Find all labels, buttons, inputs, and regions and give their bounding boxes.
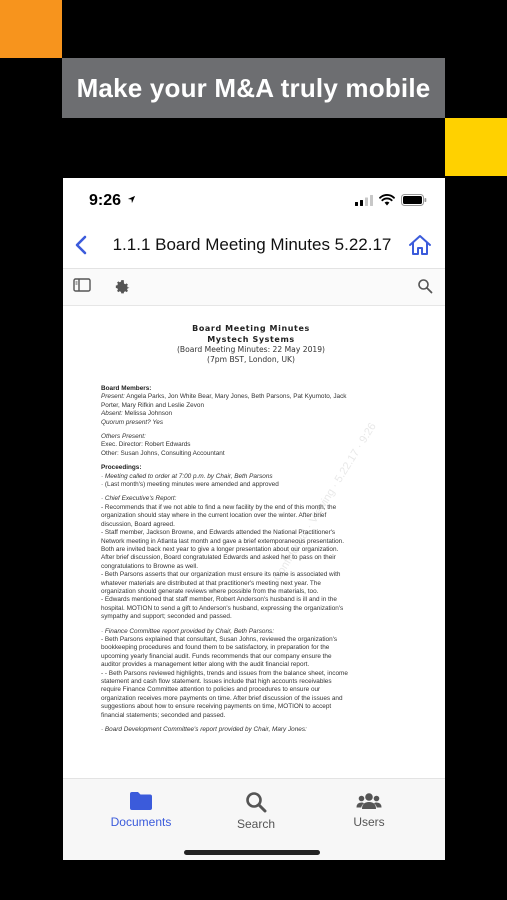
- tab-users[interactable]: [319, 791, 419, 829]
- doc-line: bookkeeping procedures and found them to be satisfactory, in preparation for the: [101, 644, 330, 652]
- users-icon: [356, 791, 382, 811]
- doc-line: - Beth Parsons explained that consultant, Susan Johns, reviewed the organization's: [101, 635, 338, 643]
- accent-block-yellow: [445, 118, 507, 176]
- doc-line: Other: Susan Johns, Consulting Accountant: [101, 449, 225, 457]
- document-watermark: Confidential · Viewing · 5.22.17 · 9:26: [271, 420, 379, 584]
- doc-finance-heading: · Finance Committee report provided by Chair, Beth Parsons:: [101, 627, 274, 635]
- doc-line: organization should stay where in the current location over the winter. After brief: [101, 512, 327, 520]
- doc-line: organization should generate reviews where possible from the materials, too.: [101, 587, 319, 595]
- document-viewer[interactable]: [63, 306, 445, 778]
- doc-line: financial statements; seconded and passed.: [101, 711, 226, 719]
- doc-line: - Recommends that if we not able to find a new facility by the end of this month, the: [101, 503, 337, 511]
- promo-headline: Make your M&A truly mobile: [76, 72, 431, 103]
- phone-screen: [63, 178, 445, 860]
- doc-line: - - Beth Parsons reviewed highlights, trends and issues from the balance sheet, income: [101, 669, 348, 677]
- location-arrow-icon: [127, 195, 136, 204]
- doc-line: statement and cash flow statement. Issues include that high accounts receivables: [101, 678, 332, 685]
- settings-button[interactable]: [114, 278, 134, 296]
- tab-bar: [63, 778, 445, 860]
- doc-line: Present: Angela Parks, Jon White Bear, Mary Jones, Beth Parsons, Pat Kyumoto, Jack: [101, 393, 347, 401]
- doc-line: auditor provides a management letter along with the audit financial report.: [101, 661, 310, 669]
- status-icons: [355, 194, 427, 206]
- doc-line: upcoming yearly financial audit. Funds recommends that our company ensure the: [101, 652, 332, 660]
- search-icon: [245, 791, 267, 813]
- home-indicator[interactable]: [184, 850, 320, 855]
- doc-others-heading: Others Present:: [101, 433, 146, 441]
- tab-label: Search: [236, 817, 276, 831]
- tab-label: Documents: [110, 815, 172, 829]
- doc-line: discussion, Board agreed.: [101, 520, 175, 528]
- doc-org: Mystech Systems: [207, 334, 295, 344]
- sidebar-icon: [73, 278, 91, 292]
- doc-line: require Finance Committee attention to policies and procedures to ensure our: [101, 686, 321, 694]
- folder-icon: [129, 791, 153, 811]
- document-page: [101, 324, 401, 734]
- doc-ceo-heading: · Chief Executive's Report:: [101, 495, 177, 503]
- doc-time-place: (7pm BST, London, UK): [207, 355, 295, 364]
- search-icon: [417, 278, 433, 294]
- doc-line: sympathy and support; seconded and passed.: [101, 613, 232, 621]
- doc-meeting: (Board Meeting Minutes: 22 May 2019): [176, 345, 326, 354]
- doc-line: Network meeting in Atlanta last month and gave a brief extemporaneous presentation.: [101, 537, 344, 545]
- tab-label: Users: [353, 815, 385, 829]
- doc-line: whatever materials are distributed at that practitioner's meeting next year. The: [101, 579, 321, 587]
- accent-block-orange: [0, 0, 62, 58]
- doc-line: Quorum present? Yes: [101, 418, 164, 426]
- doc-line: - Staff member, Jackson Browne, and Edwards attended the National Practitioner's: [101, 529, 336, 537]
- home-button[interactable]: [407, 232, 433, 258]
- doc-line: - Beth Parsons asserts that our organization must ensure its name is associated with: [101, 571, 341, 579]
- battery-icon: [401, 194, 427, 206]
- doc-line: hospital. MOTION to send a gift to Anderson's husband, expressing the organization's: [101, 604, 344, 612]
- document-header: [101, 324, 401, 365]
- status-time: 9:26: [89, 192, 136, 210]
- search-in-document-button[interactable]: [417, 278, 437, 296]
- doc-proceedings-heading: Proceedings:: [101, 464, 142, 472]
- doc-line: Porter, Mary Rifkin and Leslie Zevon: [101, 401, 205, 409]
- doc-line: - Edwards mentioned that staff member, Robert Anderson's husband is ill and in the: [101, 596, 337, 604]
- wifi-icon: [379, 194, 395, 206]
- cellular-signal-icon: [355, 195, 373, 206]
- document-title: 1.1.1 Board Meeting Minutes 5.22.17: [112, 235, 392, 254]
- doc-line: · Meeting called to order at 7:00 p.m. by Chair, Beth Parsons: [101, 472, 273, 480]
- doc-members-heading: Board Members:: [101, 385, 152, 392]
- sidebar-toggle-button[interactable]: [73, 278, 93, 296]
- tab-search[interactable]: [206, 791, 306, 831]
- doc-line: congratulations to Browne as well.: [101, 562, 198, 570]
- doc-title: Board Meeting Minutes: [192, 324, 310, 333]
- promo-banner: [62, 58, 445, 118]
- status-bar: [63, 178, 445, 222]
- doc-line: · (Last month's) meeting minutes were amended and approved: [101, 481, 279, 489]
- doc-line: Exec. Director: Robert Edwards: [101, 441, 191, 449]
- nav-bar: [63, 222, 445, 269]
- chevron-left-icon: [69, 232, 95, 258]
- doc-board-dev-heading: · Board Development Committee's report provided by Chair, Mary Jones:: [101, 726, 307, 734]
- doc-line: After brief discussion, Board congratulated Edwards and asked her to pass on their: [101, 554, 336, 562]
- gear-icon: [114, 278, 131, 295]
- doc-line: suggestions about how to ensure receiving payments on time, MOTION to accept: [101, 703, 332, 711]
- doc-line: Absent: Melissa Johnson: [101, 410, 173, 418]
- back-button[interactable]: [69, 232, 95, 258]
- doc-line: organization receives more payments on time. After brief discussion of the issues and: [101, 694, 343, 702]
- document-toolbar: [63, 269, 445, 306]
- doc-line: Both are invited back next year to give a longer presentation about our organization.: [101, 545, 339, 553]
- tab-documents[interactable]: [91, 791, 191, 829]
- home-icon: [407, 232, 433, 258]
